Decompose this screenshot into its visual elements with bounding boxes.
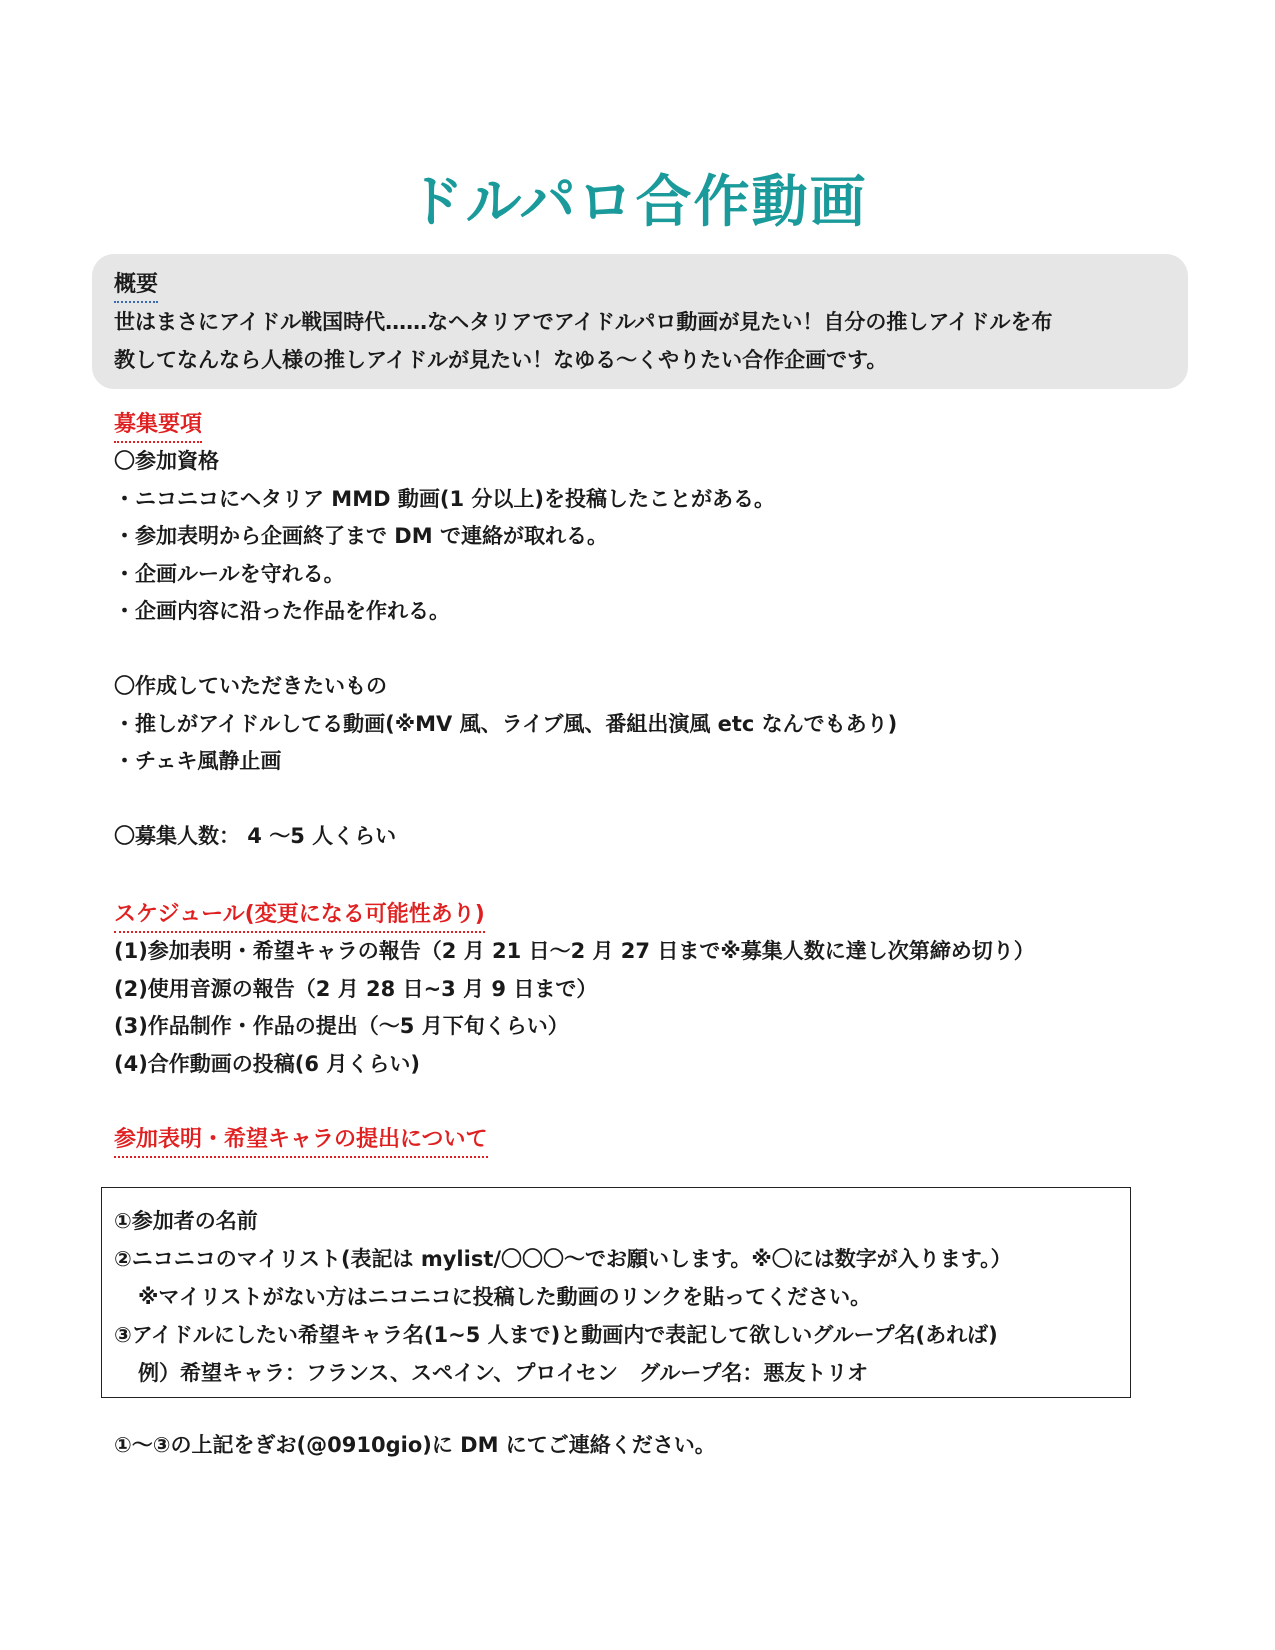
works-title: 〇作成していただきたいもの [114,674,387,698]
contact-section [114,1427,716,1465]
recruit-count: 〇募集人数： 4 ～5 人くらい [114,824,397,848]
qualification-title: 〇参加資格 [114,449,219,473]
submission-line: ②ニコニコのマイリスト(表記は mylist/〇〇〇～でお願いします。※〇には数字が入ります。） [114,1247,1012,1271]
page-title: ドルパロ合作動画 [407,170,868,235]
schedule-item: (3)作品制作・作品の提出（～5 月下旬くらい） [114,1014,569,1038]
qualification-item: ・参加表明から企画終了まで DM で連絡が取れる。 [114,524,608,548]
submission-line: ①参加者の名前 [114,1209,258,1233]
works-item: ・推しがアイドルしてる動画(※MV 風、ライブ風、番組出演風 etc なんでもあり) [114,711,898,736]
qualification-item: ・企画ルールを守れる。 [114,561,345,586]
contact-text: ①～③の上記をぎお(@0910gio)に DM にてご連絡ください。 [114,1433,716,1457]
summary-line: 教してなんなら人様の推しアイドルが見たい！なゆる～くやりたい合作企画です。 [114,348,888,372]
submission-heading-wrap [114,1125,488,1158]
schedule-section [114,900,1035,1083]
qualification-item: ・ニコニコにヘタリア MMD 動画(1 分以上)を投稿したことがある。 [114,486,775,511]
recruitment-section [114,410,897,856]
qualification-item: ・企画内容に沿った作品を作れる。 [114,599,450,623]
submission-line: ③アイドルにしたい希望キャラ名(1~5 人まで)と動画内で表記して欲しいグループ名(あれば) [114,1323,998,1347]
schedule-item: (2)使用音源の報告（2 月 28 日~3 月 9 日まで） [114,976,598,1001]
recruitment-heading: 募集要項 [114,410,202,443]
works-item: ・チェキ風静止画 [114,749,282,773]
submission-heading: 参加表明・希望キャラの提出について [114,1125,488,1158]
schedule-heading: スケジュール(変更になる可能性あり) [114,900,485,933]
schedule-item: (4)合作動画の投稿(6 月くらい) [114,1051,420,1076]
summary-line: 世はまさにアイドル戦国時代……なヘタリアでアイドルパロ動画が見たい！自分の推しアイドルを布 [114,310,1053,334]
schedule-item: (1)参加表明・希望キャラの報告（2 月 21 日～2 月 27 日まで※募集人数に達し次第締め切り） [114,939,1035,963]
submission-box [101,1187,1131,1398]
submission-line: ※マイリストがない方はニコニコに投稿した動画のリンクを貼ってください。 [138,1285,872,1309]
summary-box [92,254,1188,389]
submission-line: 例）希望キャラ：フランス、スペイン、プロイセン グループ名：悪友トリオ [138,1361,869,1385]
summary-heading: 概要 [114,270,158,303]
